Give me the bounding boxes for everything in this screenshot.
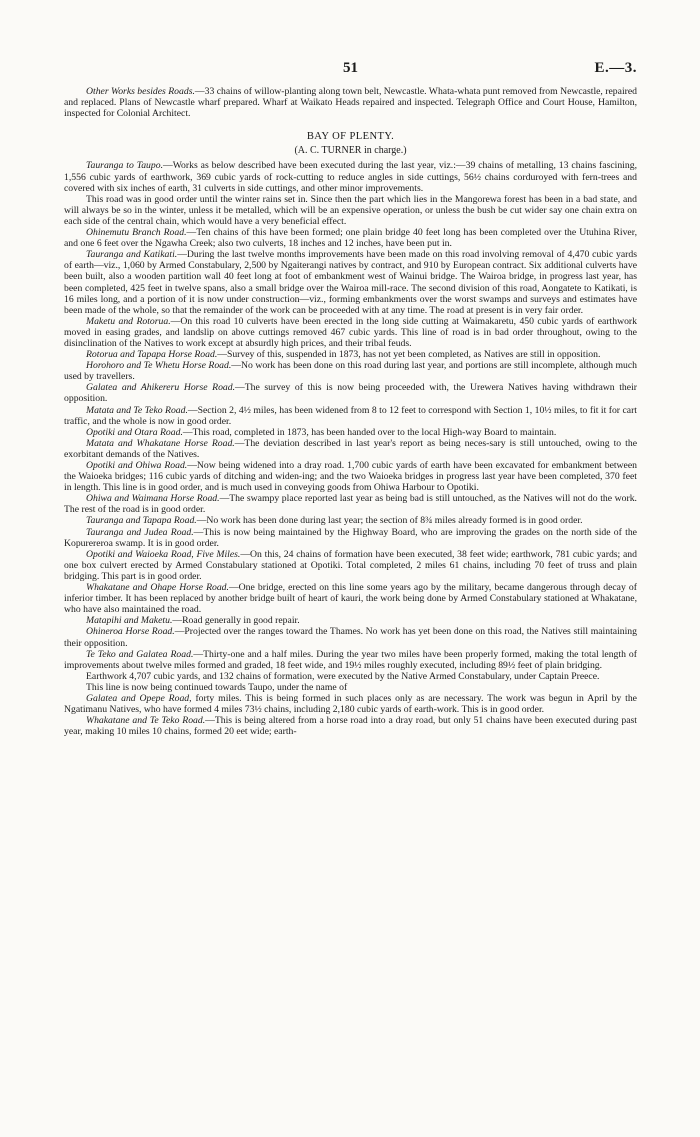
paragraph-lead: Galatea and Opepe Road, — [86, 692, 192, 704]
paragraph — [64, 427, 637, 438]
paragraph-text: —The survey of this is now being proceeded with, the Urewera Natives having withdrawn their opposition. — [64, 382, 637, 405]
paragraph-text: —Road generally in good repair. — [172, 615, 300, 627]
paragraph-lead: Tauranga to Taupo. — [86, 160, 163, 172]
paragraph-lead: Tauranga and Judea Road. — [86, 526, 194, 538]
paragraph — [64, 682, 637, 693]
paragraph-text: —During the last twelve months improvements have been made on this road involving removal of 4,470 cubic yards of earth—viz., 1,060 by Armed Constabulary, 2,500 by Ngaiterangi natives by contract, and 910 by European contract. Six additional culverts have been built, also a wooden partition wall 40 feet long at foot of embankment west of Wainui bridge. The Wairoa bridge, in progress last year, has been completed, 425 feet in twelve spans, also a small bridge over the Wairoa mill-race. The second division of this road, Aongatete to Katikati, is 16 miles long, and a portion of it is now under construction—viz., forming embankments over the worst swamps and surveys and estimates have been made of the whole, so that the remainder of the work can be proceeded with at any time. The road at present is in very fair order. — [64, 249, 637, 316]
paragraph-text: —The swampy place reported last year as being bad is still untouched, as the Natives will not do the work. The rest of the road is in good order. — [64, 493, 637, 516]
paragraph-lead: Opotiki and Otara Road. — [86, 426, 183, 438]
paragraph — [64, 615, 637, 626]
paragraph — [64, 460, 637, 493]
paragraph — [64, 515, 637, 526]
paragraph — [64, 438, 637, 460]
document-code: E.—3. — [594, 60, 637, 76]
paragraph — [64, 227, 637, 249]
paragraph-text: —33 chains of willow-planting along town belt, Newcastle. Whata-whata punt removed from Newcastle, repaired and replaced. Plans of Newcastle wharf prepared. Wharf at Waikato Heads repaired and inspected. Telegraph Office and Court House, Hamilton, inspected for Colonial Architect. — [64, 86, 638, 120]
paragraph-text: —Section 2, 4½ miles, has been widened from 8 to 12 feet to correspond with Section 1, 10½ miles, to fit it for cart traffic, and the whole is now in good order. — [64, 404, 637, 427]
paragraph-lead: Opotiki and Waioeka Road, Five Miles. — [86, 548, 241, 560]
paragraph-lead: Ohineroa Horse Road. — [86, 626, 175, 638]
paragraph — [64, 249, 637, 316]
paragraph-text: —This is now being maintained by the Highway Board, who are improving the grades on the north side of the Kopurereroa swamp. It is in good order. — [64, 526, 637, 549]
paragraph-text: —One bridge, erected on this line some years ago by the military, became dangerous through decay of inferior timber. It has been replaced by another bridge built of heart of kauri, the work being done by Armed Constabulary stationed at Whakatane, who have also maintained the road. — [64, 582, 637, 616]
paragraph — [64, 693, 637, 715]
paragraph — [64, 349, 637, 360]
paragraph-lead: Galatea and Ahikereru Horse Road. — [86, 382, 236, 394]
paragraph-text: Earthwork 4,707 cubic yards, and 132 chains of formation, were executed by the Native Armed Constabulary, under Captain Preece. — [86, 670, 600, 682]
paragraph-lead: Horohoro and Te Whetu Horse Road. — [86, 360, 232, 372]
paragraph-text: —Projected over the ranges toward the Thames. No work has yet been done on this road, the Natives still maintaining their opposition. — [64, 626, 637, 649]
paragraph-lead: Matata and Whakatane Horse Road. — [86, 437, 235, 449]
paragraph — [64, 527, 637, 549]
paragraph-lead: Tauranga and Katikati. — [86, 249, 178, 261]
paragraph-lead: Maketu and Rotorua. — [86, 315, 171, 327]
paragraph-lead: Whakatane and Te Teko Road. — [86, 715, 206, 727]
paragraph-lead: Ohiwa and Waimana Horse Road. — [86, 493, 220, 505]
paragraph-text: —No work has been done during last year; the section of 8¾ miles already formed is in good order. — [196, 515, 583, 527]
paragraph-text: —The deviation described in last year's report as being neces-sary is still untouched, owing to the exorbitant demands of the Natives. — [64, 437, 637, 460]
paragraph-text: —This road, completed in 1873, has been handed over to the local High-way Board to maintain. — [182, 426, 557, 438]
paragraph — [64, 360, 637, 382]
paragraph-text: —Works as below described have been executed during the last year, viz.:—39 chains of metalling, 13 chains fascining, 1,556 cubic yards of earthwork, 369 cubic yards of rock-cutting to reduce angles in side cuttings, 56½ chains corduroyed with fern-trees and covered with six inches of earth, 31 culverts in side cuttings, and other minor improvements. — [64, 160, 637, 194]
paragraph-lead: Matapihi and Maketu. — [86, 615, 173, 627]
document-body — [64, 86, 637, 737]
paragraph-text: —On this road 10 culverts have been erected in the long side cutting at Waimakaretu, 450 cubic yards of earthwork moved in easing grades, and landslip on above cuttings removed 467 cubic yards. This line of road is in bad order throughout, owing to the disinclination of the Natives to work except at absurdly high prices, and their tribal feuds. — [64, 315, 637, 349]
paragraph — [64, 582, 637, 615]
paragraph-lead: Ohinemutu Branch Road. — [86, 227, 187, 239]
paragraph-text: forty miles. This is being formed in such places only as are necessary. The work was begun in April by the Ngatimanu Natives, who have formed 4 miles 73½ chains, including 2,180 cubic yards of earth-work. This is in good order. — [64, 692, 637, 716]
paragraph-lead: Te Teko and Galatea Road. — [86, 648, 194, 660]
paragraph — [64, 194, 637, 227]
paragraph-text: —No work has been done on this road during last year, and portions are still incomplete, although much used by travellers. — [64, 360, 637, 383]
paragraph — [64, 715, 637, 737]
paragraph-text: —Now being widened into a dray road. 1,700 cubic yards of earth have been excavated for embankment between the Waioeka bridges; 116 cubic yards of ditching and widen-ing; and the two Waioeka bridges in progress last year have been completed, 370 feet in length. This line is in good order, and is much used in conveying goods from Ohiwa Harbour to Opotiki. — [64, 460, 637, 494]
paragraph-text: —This is being altered from a horse road into a dray road, but only 51 chains have been executed during past year, making 10 miles 10 chains, formed 20 eet wide; earth- — [64, 715, 637, 738]
paragraph — [64, 405, 637, 427]
paragraph-lead: Opotiki and Ohiwa Road. — [86, 460, 188, 471]
paragraph-text: This road was in good order until the winter rains set in. Since then the part which lies in the Mangorewa forest has been in a bad state, and will always be so in the winter, unless it be metalled, which will be an expensive operation, or unless the bush be cut wider say one chain extra on each side of the central chain, which would have a very beneficial effect. — [64, 193, 637, 227]
paragraph-lead: Tauranga and Tapapa Road. — [86, 515, 197, 527]
section-officer: (A. C. TURNER in charge.) — [294, 145, 407, 157]
paragraph — [64, 382, 637, 404]
intro-block — [64, 86, 637, 119]
paragraph-list — [64, 160, 637, 737]
page-header — [64, 0, 637, 86]
paragraph-text: —Thirty-one and a half miles. During the year two miles have been properly formed, making the total length of improvements about twelve miles formed and graded, 18 feet wide, and 19½ miles roughly executed, including 89½ feet of plain bridging. — [64, 648, 637, 671]
section-heading: BAY OF PLENTY. — [306, 131, 395, 143]
paragraph-text: —On this, 24 chains of formation have been executed, 38 feet wide; earthwork, 781 cubic yards; and one box culvert erected by Armed Constabulary stationed at Opotiki. Total completed, 2 miles 61 chains, including 70 feet of truss and plain bridging. This part is in good order. — [64, 548, 637, 582]
paragraph-lead: Other Works besides Roads. — [86, 86, 195, 97]
paragraph — [64, 160, 637, 193]
paragraph-lead: Whakatane and Ohape Horse Road. — [86, 582, 229, 594]
paragraph-text: This line is now being continued towards Taupo, under the name of — [86, 681, 348, 693]
paragraph-text: —Ten chains of this have been formed; one plain bridge 40 feet long has been completed over the Utuhina River, and one 6 feet over the Ngawha Creek; also two culverts, 18 inches and 12 inches, have been put in. — [64, 227, 637, 250]
paragraph-lead: Rotorua and Tapapa Horse Road. — [86, 349, 218, 361]
page-number: 51 — [343, 60, 358, 76]
paragraph — [64, 626, 637, 648]
paragraph-text: —Survey of this, suspended in 1873, has not yet been completed, as Natives are still in opposition. — [217, 349, 601, 361]
paragraph — [64, 86, 637, 119]
paragraph — [64, 549, 637, 582]
paragraph — [64, 316, 637, 349]
paragraph-lead: Matata and Te Teko Road. — [86, 404, 188, 416]
paragraph — [64, 671, 637, 682]
paragraph — [64, 493, 637, 515]
paragraph — [64, 649, 637, 671]
